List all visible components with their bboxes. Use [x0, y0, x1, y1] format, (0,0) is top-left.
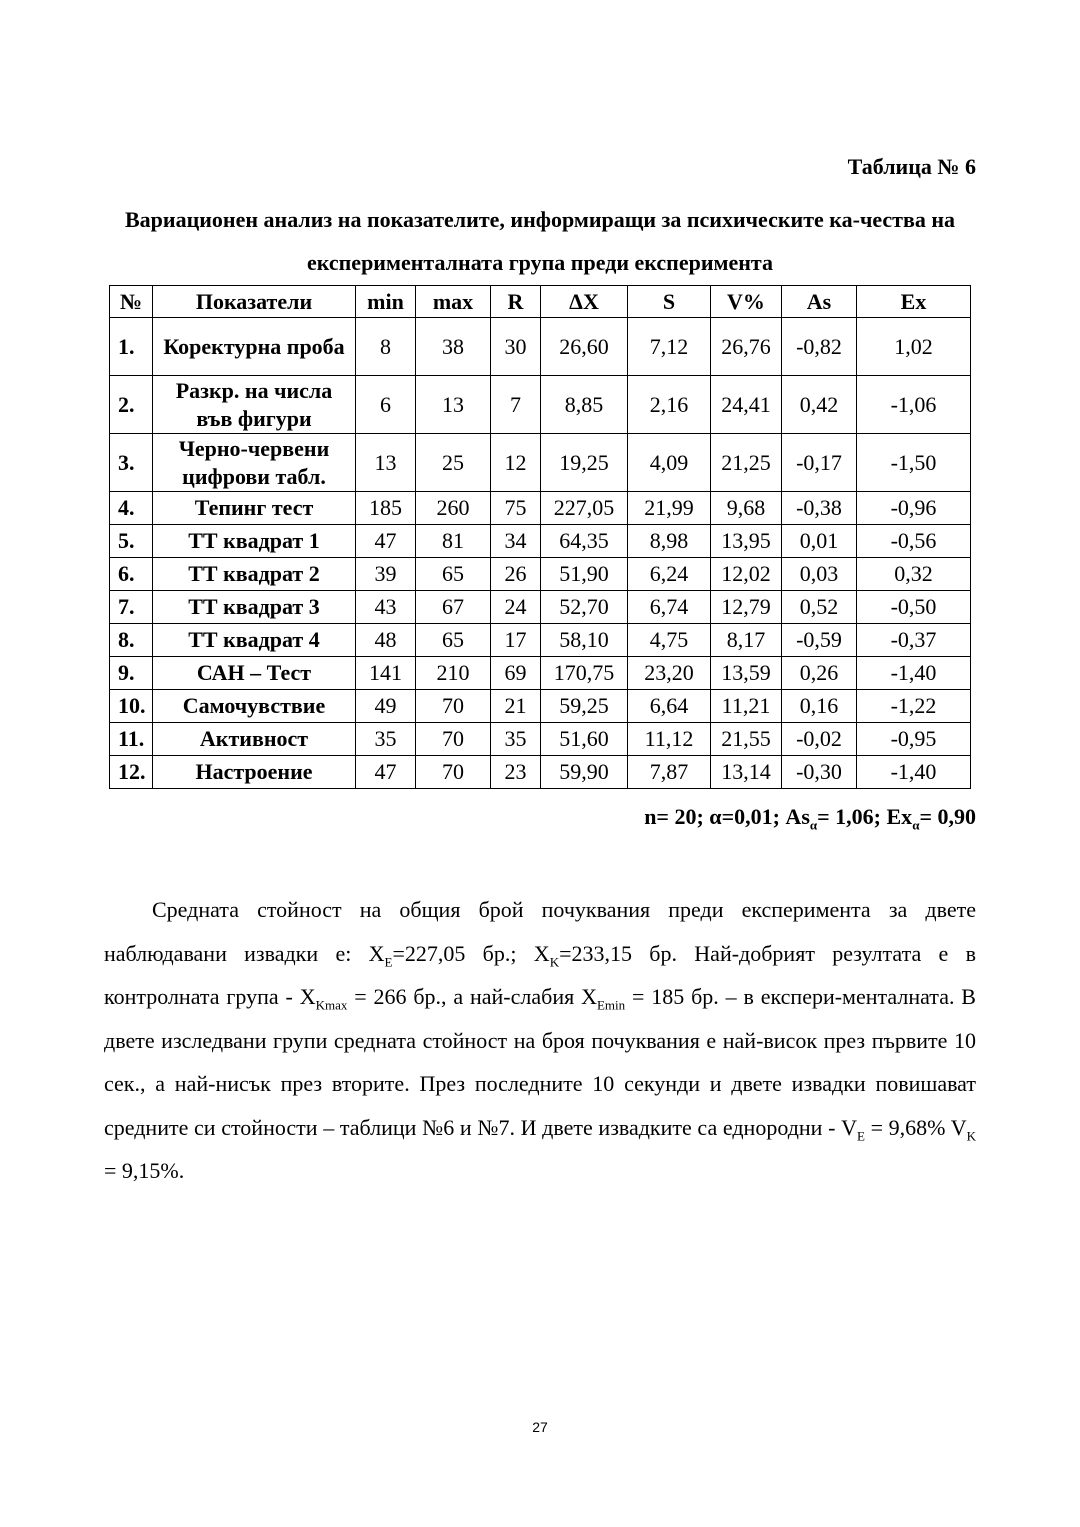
table-cell-ex: -1,40	[857, 657, 971, 690]
column-header: Ex	[857, 286, 971, 318]
table-cell-as: -0,02	[782, 723, 857, 756]
table-cell-no: 7.	[110, 591, 153, 624]
statistics-table	[109, 285, 971, 789]
table-cell-s: 6,24	[628, 558, 711, 591]
table-cell-min: 39	[356, 558, 416, 591]
table-row	[110, 591, 971, 624]
table-cell-s: 4,75	[628, 624, 711, 657]
table-cell-as: 0,01	[782, 525, 857, 558]
table-cell-no: 9.	[110, 657, 153, 690]
table-cell-v: 26,76	[711, 318, 782, 376]
table-cell-s: 7,87	[628, 756, 711, 789]
table-cell-r: 23	[491, 756, 541, 789]
table-cell-ex: -0,95	[857, 723, 971, 756]
table-cell-v: 21,25	[711, 434, 782, 492]
table-cell-v: 21,55	[711, 723, 782, 756]
table-cell-r: 34	[491, 525, 541, 558]
table-cell-min: 47	[356, 756, 416, 789]
table-cell-name: Разкр. на числа във фигури	[153, 376, 356, 434]
table-row	[110, 657, 971, 690]
table-cell-min: 185	[356, 492, 416, 525]
column-header: R	[491, 286, 541, 318]
table-cell-as: -0,38	[782, 492, 857, 525]
table-cell-v: 13,95	[711, 525, 782, 558]
table-cell-as: 0,03	[782, 558, 857, 591]
table-cell-name: Тепинг тест	[153, 492, 356, 525]
note-text: = 0,90	[919, 804, 976, 829]
table-cell-max: 65	[416, 558, 491, 591]
table-cell-name: ТТ квадрат 1	[153, 525, 356, 558]
table-cell-max: 260	[416, 492, 491, 525]
table-cell-max: 70	[416, 690, 491, 723]
table-row	[110, 690, 971, 723]
table-cell-min: 13	[356, 434, 416, 492]
table-cell-no: 3.	[110, 434, 153, 492]
table-cell-name: Самочувствие	[153, 690, 356, 723]
page-number: 27	[532, 1419, 548, 1435]
table-cell-ex: -1,06	[857, 376, 971, 434]
table-cell-name: САН – Тест	[153, 657, 356, 690]
table-cell-r: 21	[491, 690, 541, 723]
table-cell-dx: 26,60	[541, 318, 628, 376]
table-cell-min: 8	[356, 318, 416, 376]
table-cell-ex: -0,50	[857, 591, 971, 624]
table-cell-no: 11.	[110, 723, 153, 756]
table-cell-v: 9,68	[711, 492, 782, 525]
table-cell-as: -0,82	[782, 318, 857, 376]
table-cell-ex: -0,96	[857, 492, 971, 525]
table-cell-min: 48	[356, 624, 416, 657]
table-cell-dx: 8,85	[541, 376, 628, 434]
table-cell-name: ТТ квадрат 4	[153, 624, 356, 657]
column-header: As	[782, 286, 857, 318]
table-cell-as: 0,26	[782, 657, 857, 690]
table-cell-min: 141	[356, 657, 416, 690]
table-cell-name: ТТ квадрат 2	[153, 558, 356, 591]
table-cell-min: 35	[356, 723, 416, 756]
note-subscript: α	[912, 817, 920, 833]
table-cell-ex: -0,37	[857, 624, 971, 657]
column-header: S	[628, 286, 711, 318]
table-cell-r: 30	[491, 318, 541, 376]
table-label: Таблица № 6	[847, 154, 976, 179]
table-row	[110, 434, 971, 492]
table-cell-as: -0,59	[782, 624, 857, 657]
table-cell-no: 5.	[110, 525, 153, 558]
table-cell-ex: 0,32	[857, 558, 971, 591]
column-header: min	[356, 286, 416, 318]
table-cell-name: Черно-червени цифрови табл.	[153, 434, 356, 492]
table-cell-dx: 227,05	[541, 492, 628, 525]
table-cell-s: 23,20	[628, 657, 711, 690]
table-caption: Вариационен анализ на показателите, информиращи за психическите ка-чества на експерименталната група преди експеримента	[124, 207, 956, 275]
table-cell-s: 4,09	[628, 434, 711, 492]
table-cell-min: 43	[356, 591, 416, 624]
table-cell-ex: -0,56	[857, 525, 971, 558]
table-row	[110, 723, 971, 756]
table-cell-max: 81	[416, 525, 491, 558]
table-cell-r: 12	[491, 434, 541, 492]
table-cell-max: 70	[416, 723, 491, 756]
table-cell-max: 25	[416, 434, 491, 492]
table-cell-dx: 59,90	[541, 756, 628, 789]
table-row	[110, 376, 971, 434]
column-header: ΔX	[541, 286, 628, 318]
table-cell-v: 13,59	[711, 657, 782, 690]
table-cell-dx: 52,70	[541, 591, 628, 624]
table-cell-max: 65	[416, 624, 491, 657]
note-text: n= 20; α=0,01; As	[644, 804, 810, 829]
table-cell-dx: 59,25	[541, 690, 628, 723]
table-cell-s: 8,98	[628, 525, 711, 558]
column-header: V%	[711, 286, 782, 318]
table-cell-no: 6.	[110, 558, 153, 591]
table-row	[110, 624, 971, 657]
table-cell-v: 12,02	[711, 558, 782, 591]
table-cell-as: -0,17	[782, 434, 857, 492]
table-cell-dx: 19,25	[541, 434, 628, 492]
column-header: max	[416, 286, 491, 318]
table-cell-no: 4.	[110, 492, 153, 525]
table-row	[110, 492, 971, 525]
table-cell-r: 26	[491, 558, 541, 591]
table-cell-s: 6,74	[628, 591, 711, 624]
paragraph-text: Средната стойност на общия брой почуквания преди експеримента за двете наблюдавани извадки е: $X_E=227,05$ бр.; $X_K=233,15$ бр. Най-добрият резултата е в контролната група - $X_{Kmax} = 266$ бр., а най-слабия $X_{Emin} = 185$ бр. – в експери-менталната. В двете изследвани групи средната стойност на броя почуквания е най-висок през първите 10 сек., а най-нисък през вторите. През последните 10 секунди и двете извадки повишават средните си стойности – таблици №6 и №7. И двете извадките са еднородни - $V_E = 9,68\%$ $V_K = 9,15\%$.	[104, 897, 976, 1183]
table-cell-min: 49	[356, 690, 416, 723]
note-subscript: α	[809, 817, 818, 833]
table-cell-s: 11,12	[628, 723, 711, 756]
table-cell-as: 0,52	[782, 591, 857, 624]
table-cell-v: 13,14	[711, 756, 782, 789]
table-cell-max: 70	[416, 756, 491, 789]
table-cell-no: 1.	[110, 318, 153, 376]
table-cell-r: 24	[491, 591, 541, 624]
table-cell-r: 35	[491, 723, 541, 756]
table-cell-r: 7	[491, 376, 541, 434]
table-header-row	[110, 286, 971, 318]
table-cell-ex: -1,40	[857, 756, 971, 789]
table-cell-as: -0,30	[782, 756, 857, 789]
table-cell-v: 12,79	[711, 591, 782, 624]
table-cell-dx: 170,75	[541, 657, 628, 690]
table-cell-ex: -1,50	[857, 434, 971, 492]
column-header: №	[110, 286, 153, 318]
table-cell-as: 0,16	[782, 690, 857, 723]
table-row	[110, 756, 971, 789]
table-cell-max: 13	[416, 376, 491, 434]
table-cell-r: 17	[491, 624, 541, 657]
table-cell-min: 47	[356, 525, 416, 558]
table-cell-v: 11,21	[711, 690, 782, 723]
table-cell-dx: 51,60	[541, 723, 628, 756]
table-cell-max: 67	[416, 591, 491, 624]
table-cell-ex: -1,22	[857, 690, 971, 723]
table-cell-name: Настроение	[153, 756, 356, 789]
table-cell-r: 75	[491, 492, 541, 525]
table-cell-name: Активност	[153, 723, 356, 756]
table-cell-v: 24,41	[711, 376, 782, 434]
note-text: = 1,06; Ex	[817, 804, 913, 829]
table-cell-dx: 51,90	[541, 558, 628, 591]
table-row	[110, 318, 971, 376]
table-cell-ex: 1,02	[857, 318, 971, 376]
table-cell-s: 6,64	[628, 690, 711, 723]
table-cell-s: 7,12	[628, 318, 711, 376]
table-cell-r: 69	[491, 657, 541, 690]
table-cell-s: 2,16	[628, 376, 711, 434]
body-paragraph	[104, 888, 976, 1193]
column-header: Показатели	[153, 286, 356, 318]
table-cell-min: 6	[356, 376, 416, 434]
table-cell-dx: 64,35	[541, 525, 628, 558]
table-cell-s: 21,99	[628, 492, 711, 525]
table-cell-no: 8.	[110, 624, 153, 657]
table-cell-name: Коректурна проба	[153, 318, 356, 376]
table-cell-no: 2.	[110, 376, 153, 434]
table-cell-max: 38	[416, 318, 491, 376]
table-cell-as: 0,42	[782, 376, 857, 434]
table-cell-dx: 58,10	[541, 624, 628, 657]
table-row	[110, 525, 971, 558]
table-cell-no: 12.	[110, 756, 153, 789]
table-cell-name: ТТ квадрат 3	[153, 591, 356, 624]
table-cell-v: 8,17	[711, 624, 782, 657]
table-cell-max: 210	[416, 657, 491, 690]
table-cell-no: 10.	[110, 690, 153, 723]
table-note	[644, 804, 976, 833]
table-row	[110, 558, 971, 591]
